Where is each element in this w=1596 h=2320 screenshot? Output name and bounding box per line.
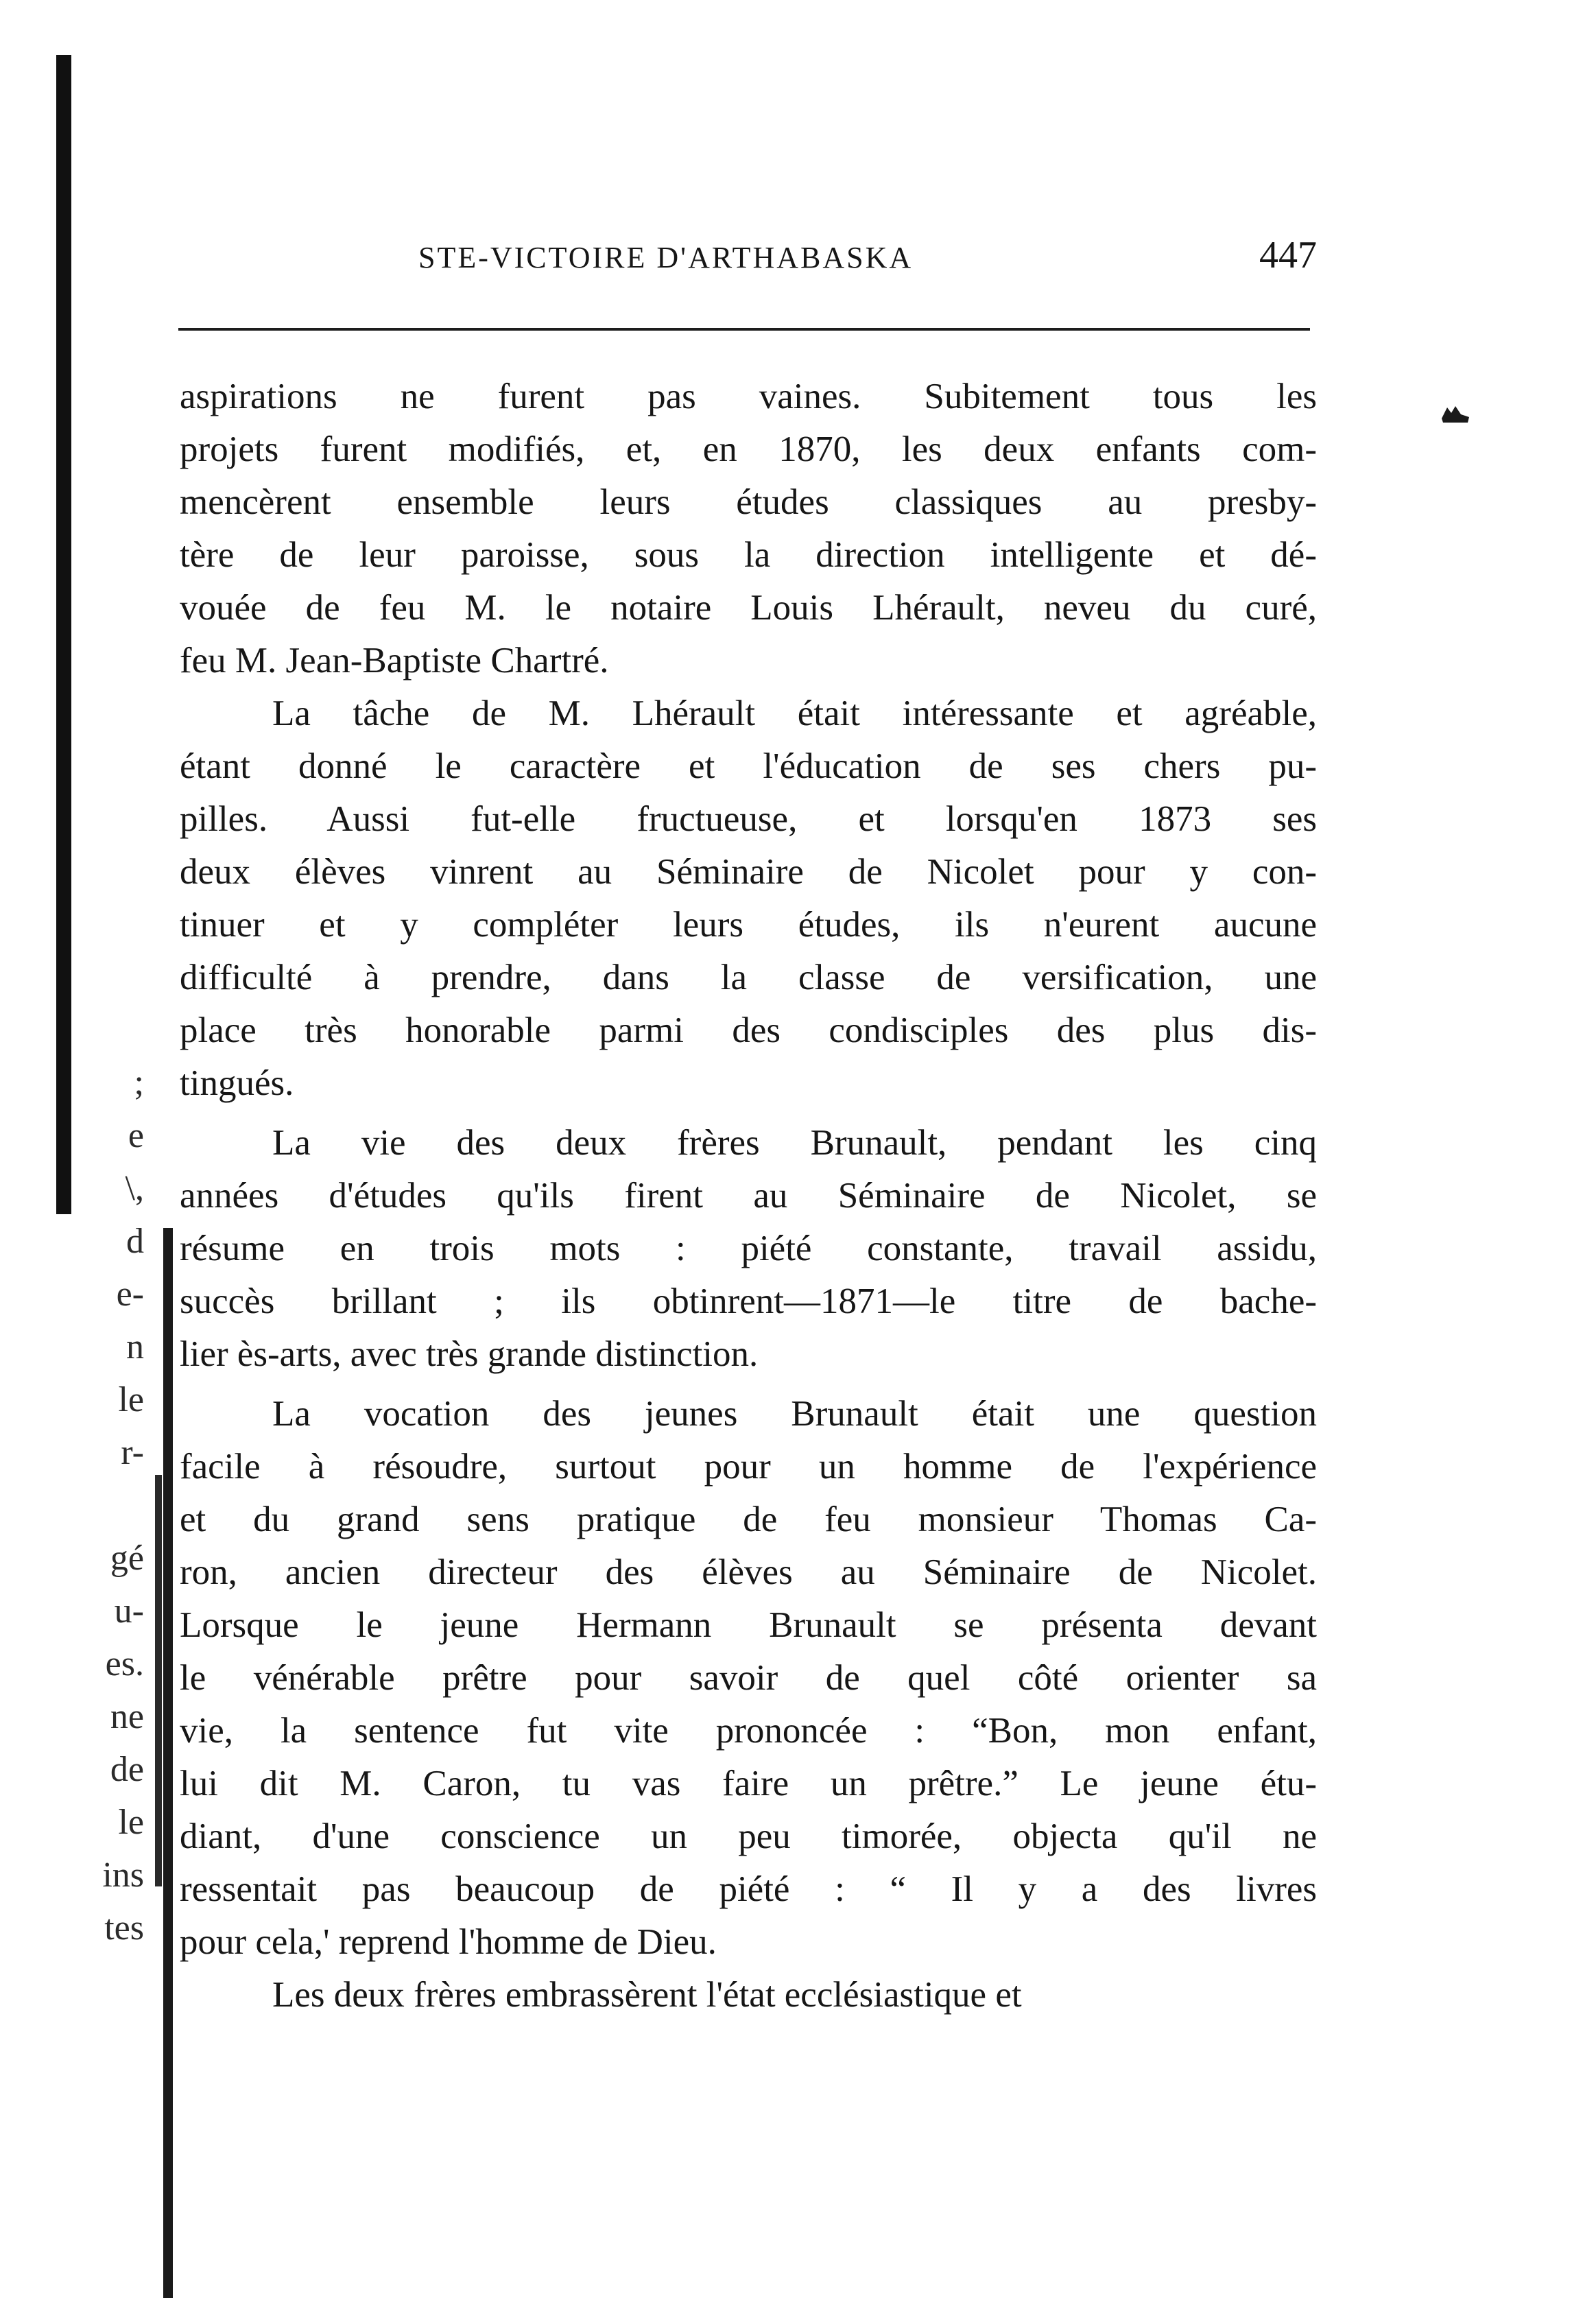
paragraph <box>180 1969 1317 2022</box>
page-number: 447 <box>1259 234 1317 276</box>
margin-fragment: ins <box>102 1856 144 1895</box>
text-line: étant donné le caractère et l'éducation de ses chers pu- <box>180 746 1317 786</box>
text-line: La vie des deux frères Brunault, pendant les cinq <box>272 1123 1317 1163</box>
margin-fragment: r- <box>121 1433 144 1472</box>
ink-blot-mark <box>1440 403 1470 424</box>
margin-fragment: e <box>128 1116 144 1155</box>
text-line: aspirations ne furent pas vaines. Subitement tous les <box>180 377 1317 416</box>
text-line: place très honorable parmi des condisciples des plus dis- <box>180 1010 1317 1050</box>
text-line: La tâche de M. Lhérault était intéressante et agréable, <box>272 694 1317 733</box>
binding-shadow-middle <box>155 1475 162 1886</box>
text-line: vie, la sentence fut vite prononcée : “Bon, mon enfant, <box>180 1711 1317 1751</box>
text-line: difficulté à prendre, dans la classe de versification, une <box>180 958 1317 997</box>
text-line: Les deux frères embrassèrent l'état ecclésiastique et <box>272 1975 1022 2015</box>
text-line: lier ès-arts, avec très grande distinction. <box>180 1334 759 1374</box>
paragraph <box>180 370 1317 687</box>
margin-fragment: le <box>118 1803 144 1842</box>
text-line: diant, d'une conscience un peu timorée, objecta qu'il ne <box>180 1816 1317 1856</box>
header-rule <box>178 328 1310 331</box>
body-text <box>180 370 1317 2022</box>
margin-fragment: tes <box>104 1908 144 1948</box>
margin-fragment: gé <box>110 1539 144 1578</box>
margin-fragment: \, <box>125 1169 144 1208</box>
binding-shadow-lower <box>163 1228 173 2298</box>
text-line: tère de leur paroisse, sous la direction intelligente et dé- <box>180 535 1317 575</box>
margin-fragment: d <box>126 1222 144 1261</box>
text-line: facile à résoudre, surtout pour un homme de l'expérience <box>180 1447 1317 1487</box>
margin-fragment: e- <box>116 1275 144 1314</box>
text-line: ron, ancien directeur des élèves au Séminaire de Nicolet. <box>180 1552 1317 1592</box>
text-line: tinuer et y compléter leurs études, ils n'eurent aucune <box>180 905 1317 945</box>
margin-fragment <box>27 1479 144 1532</box>
text-line: lui dit M. Caron, tu vas faire un prêtre.” Le jeune étu- <box>180 1764 1317 1803</box>
paragraph <box>180 1388 1317 1969</box>
margin-fragment: le <box>118 1380 144 1419</box>
text-line: mencèrent ensemble leurs études classiques au presby- <box>180 482 1317 522</box>
facing-page-margin-text <box>27 1056 144 1954</box>
paragraph <box>180 1117 1317 1381</box>
text-line: années d'études qu'ils firent au Séminaire de Nicolet, se <box>180 1176 1317 1216</box>
binding-shadow <box>56 55 71 1214</box>
text-line: résume en trois mots : piété constante, travail assidu, <box>180 1229 1317 1268</box>
margin-fragment: u- <box>114 1591 144 1631</box>
text-line: tingués. <box>180 1063 294 1103</box>
text-line: et du grand sens pratique de feu monsieur Thomas Ca- <box>180 1500 1317 1539</box>
text-line: ressentait pas beaucoup de piété : “ Il y a des livres <box>180 1869 1317 1909</box>
margin-fragment: n <box>126 1327 144 1366</box>
margin-fragment: de <box>110 1750 144 1789</box>
running-head <box>178 233 1317 288</box>
text-line: Lorsque le jeune Hermann Brunault se présenta devant <box>180 1605 1317 1645</box>
text-line: feu M. Jean-Baptiste Chartré. <box>180 641 609 680</box>
margin-fragment: ne <box>110 1697 144 1736</box>
text-line: succès brillant ; ils obtinrent—1871—le titre de bache- <box>180 1281 1317 1321</box>
running-title: STE-VICTOIRE D'ARTHABASKA <box>418 241 914 274</box>
margin-fragment: ; <box>134 1063 144 1102</box>
text-line: le vénérable prêtre pour savoir de quel côté orienter sa <box>180 1658 1317 1698</box>
text-line: projets furent modifiés, et, en 1870, les deux enfants com- <box>180 429 1317 469</box>
text-line: vouée de feu M. le notaire Louis Lhérault, neveu du curé, <box>180 588 1317 628</box>
text-line: pour cela,' reprend l'homme de Dieu. <box>180 1922 717 1962</box>
text-line: La vocation des jeunes Brunault était une question <box>272 1394 1317 1434</box>
text-line: deux élèves vinrent au Séminaire de Nicolet pour y con- <box>180 852 1317 892</box>
text-line: pilles. Aussi fut-elle fructueuse, et lorsqu'en 1873 ses <box>180 799 1317 839</box>
margin-fragment: es. <box>105 1644 144 1683</box>
paragraph <box>180 687 1317 1110</box>
